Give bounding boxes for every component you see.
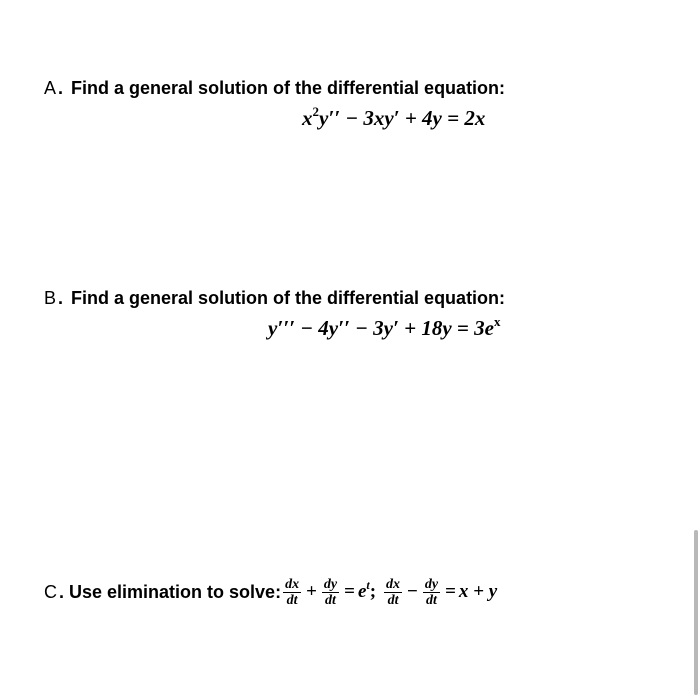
fraction-numerator: dy — [424, 576, 439, 592]
problem-a-equation — [302, 106, 485, 131]
equation-separator: ; — [369, 581, 377, 602]
problem-a-letter: A — [44, 78, 57, 98]
problem-b — [44, 288, 664, 309]
fraction-denominator: dt — [426, 592, 437, 608]
rhs-exp-sup: t — [366, 578, 370, 592]
fraction-numerator: dy — [323, 576, 338, 592]
problem-a-dot: . — [58, 78, 64, 98]
problem-a — [44, 78, 664, 99]
plus-operator: + — [306, 581, 317, 602]
minus-operator: − — [407, 581, 418, 602]
problem-b-prompt — [44, 288, 664, 309]
problem-a-prompt — [44, 78, 664, 99]
fraction-denominator: dt — [325, 592, 336, 608]
problem-b-eq-pre: y′′′ − 4y′′ − 3y′ + 18y = 3e — [268, 316, 494, 340]
problem-c-text: Use elimination to solve: — [69, 581, 282, 602]
fraction-dx-dt-1 — [283, 577, 301, 608]
rhs-linear: x + y — [458, 581, 498, 602]
equals-operator-1: = — [344, 581, 355, 602]
rhs-exponential — [357, 578, 370, 603]
fraction-denominator: dt — [286, 592, 298, 608]
problem-c-prompt — [44, 582, 281, 603]
rhs-exp-base: e — [357, 581, 367, 602]
vertical-scrollbar[interactable] — [694, 530, 698, 695]
problem-b-equation — [268, 316, 500, 341]
problem-a-text: Find a general solution of the differential equation: — [71, 78, 506, 98]
fraction-dx-dt-2 — [384, 577, 402, 608]
problem-b-letter: B — [44, 288, 57, 308]
fraction-numerator: dx — [285, 576, 300, 592]
equals-operator-2: = — [445, 581, 456, 602]
fraction-dy-dt-1 — [322, 577, 339, 608]
problem-c — [44, 570, 497, 614]
fraction-numerator: dx — [386, 576, 401, 592]
fraction-dy-dt-2 — [423, 577, 440, 608]
problem-a-eq-post: y′′ − 3xy′ + 4y = 2x — [319, 106, 486, 130]
fraction-denominator: dt — [387, 592, 399, 608]
problem-a-eq-pre: x — [302, 106, 313, 130]
problem-c-dot: . — [59, 581, 65, 602]
problem-b-dot: . — [58, 288, 64, 308]
problem-c-letter: C — [44, 581, 57, 602]
problem-b-text: Find a general solution of the differential equation: — [71, 288, 506, 308]
problem-a-eq-sup: 2 — [312, 104, 319, 119]
problem-b-eq-sup: x — [493, 314, 501, 329]
